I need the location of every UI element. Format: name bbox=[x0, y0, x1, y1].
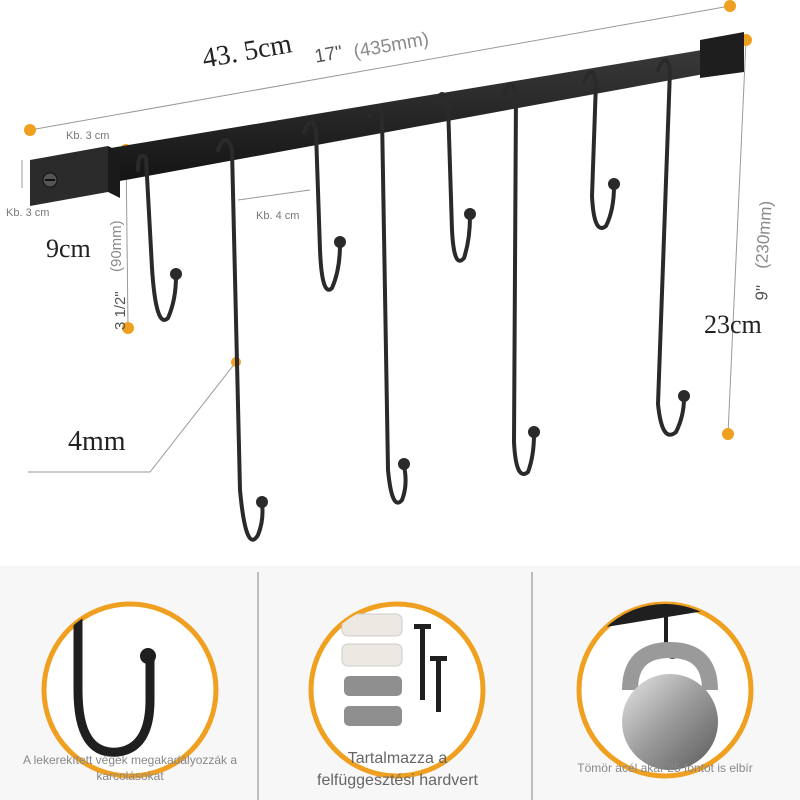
length-in-label: 17" bbox=[313, 42, 345, 68]
hook-7 bbox=[584, 72, 614, 228]
hook-1 bbox=[138, 156, 176, 320]
long-hook-mm-label: (230mm) bbox=[752, 200, 776, 270]
long-hook-in-label: 9" bbox=[752, 284, 773, 302]
height-dimension-line bbox=[722, 34, 752, 440]
wire-thickness-leader bbox=[28, 357, 241, 472]
hook-3 bbox=[304, 122, 340, 290]
hook-4 bbox=[370, 106, 406, 503]
spacing-label: Kb. 4 cm bbox=[256, 210, 300, 222]
short-hook-mm-label: (90mm) bbox=[108, 220, 125, 272]
hook-6 bbox=[504, 84, 534, 474]
feature-caption-hardware: Tartalmazza a felfüggesztési hardvert bbox=[317, 750, 478, 789]
short-hook-in-label: 3 1/2" bbox=[112, 291, 129, 330]
spacing-leader bbox=[238, 190, 310, 200]
rounded-end-icon bbox=[44, 600, 216, 776]
long-hook-cm-label: 23cm bbox=[704, 310, 762, 339]
length-mm-label: (435mm) bbox=[352, 28, 431, 63]
short-hook-cm-label: 9cm bbox=[46, 234, 91, 263]
width-label-side: Kb. 3 cm bbox=[6, 207, 50, 219]
wire-thickness-label: 4mm bbox=[68, 426, 126, 457]
length-cm-label: 43. 5cm bbox=[200, 28, 295, 75]
hook-8 bbox=[658, 60, 684, 435]
feature-caption-load: Tömör acél akár 25 fontot is elbír bbox=[577, 761, 753, 775]
width-label-top: Kb. 3 cm bbox=[66, 130, 110, 142]
feature-caption-rounded-ends: A lekerekített végek megakadályozzák a karcolásokat bbox=[22, 753, 238, 783]
